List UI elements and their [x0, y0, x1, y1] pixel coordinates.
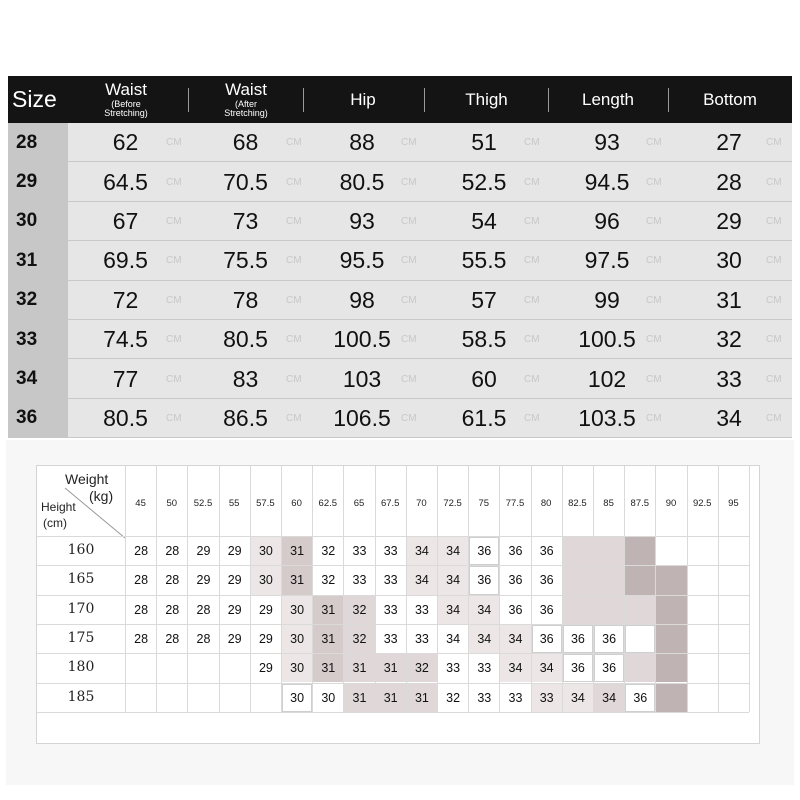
unit-label: CM [524, 412, 540, 424]
size-cell: 34 [438, 566, 468, 594]
size-value: 93 [349, 207, 375, 234]
size-cell: 36 [563, 625, 593, 653]
header-size: Size [12, 86, 57, 112]
size-cell: 34 [446, 632, 461, 647]
size-cell: 34 [438, 596, 468, 624]
size-value: 64.5 [103, 168, 148, 195]
size-cell [719, 566, 749, 594]
grid-line [37, 712, 749, 713]
size-value: 75.5 [223, 247, 268, 274]
size-cell: 34 [563, 684, 593, 712]
size-value: 57 [471, 286, 497, 313]
height-unit: (cm) [43, 516, 67, 530]
weight-unit: (kg) [89, 488, 114, 504]
unit-label: CM [166, 334, 182, 346]
size-value: 30 [716, 247, 742, 274]
weight-tick: 92.5 [692, 498, 712, 509]
size-value: 86.5 [223, 404, 268, 431]
size-value: 100.5 [333, 326, 391, 353]
size-cell [656, 654, 686, 682]
unit-label: CM [166, 373, 182, 385]
size-cell [594, 537, 624, 565]
grid-line [37, 683, 749, 684]
weight-tick: 62.5 [318, 498, 338, 509]
unit-label: CM [401, 373, 417, 385]
size-cell [563, 537, 593, 565]
size-cell: 29 [227, 602, 242, 617]
size-value: 74.5 [103, 326, 148, 353]
size-row [8, 320, 792, 359]
size-cell: 31 [313, 654, 343, 682]
size-cell [594, 596, 624, 624]
unit-label: CM [401, 334, 417, 346]
size-cell [625, 625, 655, 653]
size-cell [625, 537, 655, 565]
size-cell: 36 [469, 537, 499, 565]
size-row [8, 359, 792, 398]
unit-label: CM [286, 176, 302, 188]
unit-label: CM [524, 215, 540, 227]
size-value: 31 [716, 286, 742, 313]
size-cell [157, 654, 187, 682]
size-cell [625, 596, 655, 624]
weight-tick: 70 [416, 498, 427, 509]
header-waist-before-sub: (Before Stretching) [104, 98, 148, 118]
size-cell: 36 [508, 602, 523, 617]
size-cell: 31 [313, 625, 343, 653]
unit-label: CM [646, 137, 662, 149]
size-value: 68 [232, 129, 259, 156]
size-cell: 33 [383, 573, 398, 588]
size-value: 54 [471, 207, 497, 234]
size-cell: 28 [165, 632, 180, 647]
size-value: 77 [112, 365, 139, 392]
size-cell: 31 [376, 684, 406, 712]
size-row [8, 162, 792, 201]
size-cell: 30 [251, 537, 281, 565]
size-cell: 33 [383, 632, 398, 647]
size-cell [688, 684, 718, 712]
grid-line [37, 536, 749, 537]
size-value: 103 [342, 365, 382, 392]
unit-label: CM [766, 176, 782, 188]
size-value: 34 [716, 404, 742, 431]
size-label: 30 [8, 202, 68, 241]
unit-label: CM [646, 255, 662, 267]
weight-tick: 67.5 [380, 498, 400, 509]
weight-tick: 90 [665, 498, 677, 509]
size-cell: 30 [282, 596, 312, 624]
size-cell: 30 [251, 566, 281, 594]
height-tick: 165 [67, 571, 95, 588]
unit-label: CM [401, 176, 417, 188]
size-value: 69.5 [103, 247, 148, 274]
size-row [8, 123, 792, 162]
size-cell: 28 [134, 573, 149, 588]
unit-label: CM [766, 294, 782, 306]
weight-tick: 82.5 [568, 498, 587, 509]
height-tick: 175 [67, 629, 95, 646]
height-tick: 185 [67, 688, 95, 705]
size-cell: 36 [539, 602, 554, 617]
size-cell: 34 [532, 654, 562, 682]
size-value: 32 [716, 326, 742, 353]
size-cell [220, 654, 250, 682]
size-value: 100.5 [578, 326, 636, 353]
size-cell: 33 [414, 632, 429, 647]
size-cell: 33 [352, 544, 367, 559]
size-cell: 29 [196, 544, 211, 559]
height-tick: 180 [67, 659, 95, 676]
size-cell: 31 [344, 654, 374, 682]
size-cell: 36 [532, 625, 562, 653]
unit-label: CM [766, 412, 782, 424]
unit-label: CM [286, 294, 302, 306]
size-row [8, 202, 792, 241]
size-label: 32 [8, 281, 68, 320]
unit-label: CM [524, 137, 540, 149]
size-cell: 30 [282, 684, 312, 712]
unit-label: CM [646, 215, 662, 227]
unit-label: CM [646, 373, 662, 385]
size-value: 51 [471, 129, 497, 156]
size-cell: 28 [165, 573, 180, 588]
unit-label: CM [524, 373, 540, 385]
size-cell: 32 [344, 625, 374, 653]
size-cell: 34 [594, 684, 624, 712]
size-cell: 32 [407, 654, 437, 682]
unit-label: CM [646, 176, 662, 188]
size-label: 34 [8, 359, 68, 398]
size-value: 62 [112, 129, 139, 156]
size-cell: 29 [227, 544, 242, 559]
size-value: 96 [594, 207, 620, 234]
size-value: 88 [349, 129, 375, 156]
weight-tick: 57.5 [256, 498, 275, 509]
size-value: 93 [594, 129, 620, 156]
size-value: 80.5 [223, 326, 268, 353]
unit-label: CM [401, 412, 417, 424]
unit-label: CM [524, 334, 540, 346]
size-cell: 29 [258, 602, 273, 617]
size-cell: 28 [134, 602, 149, 617]
unit-label: CM [166, 215, 182, 227]
size-cell [656, 537, 686, 565]
grid-line [37, 595, 749, 596]
size-cell: 36 [469, 566, 499, 594]
size-cell: 34 [500, 625, 530, 653]
size-cell [656, 625, 686, 653]
header-waist-after-main: Waist [225, 79, 267, 99]
unit-label: CM [286, 255, 302, 267]
size-cell [656, 596, 686, 624]
unit-label: CM [166, 255, 182, 267]
header-waist-after [186, 76, 306, 123]
size-cell [688, 596, 718, 624]
unit-label: CM [286, 373, 302, 385]
size-cell: 30 [321, 690, 336, 705]
size-cell [188, 684, 218, 712]
row-divider [68, 437, 792, 438]
size-value: 103.5 [578, 404, 636, 431]
size-value: 80.5 [339, 168, 385, 195]
size-cell: 33 [352, 573, 367, 588]
size-cell [719, 596, 749, 624]
size-table-body [8, 123, 792, 438]
size-cell: 33 [414, 602, 429, 617]
size-value: 78 [232, 286, 259, 313]
size-cell [126, 684, 156, 712]
size-cell: 31 [344, 684, 374, 712]
size-value: 58.5 [461, 326, 507, 353]
size-cell: 31 [376, 654, 406, 682]
size-value: 61.5 [461, 404, 507, 431]
size-cell: 33 [477, 690, 492, 705]
size-cell: 34 [407, 537, 437, 565]
size-cell [563, 596, 593, 624]
weight-tick: 87.5 [630, 498, 650, 509]
weight-height-chart [36, 465, 760, 744]
weight-label: Weight [65, 471, 109, 487]
size-cell [688, 537, 718, 565]
size-value: 98 [349, 286, 375, 313]
size-cell: 32 [321, 573, 336, 588]
unit-label: CM [166, 294, 182, 306]
weight-tick: 55 [228, 498, 240, 509]
weight-tick: 95 [728, 498, 739, 509]
height-tick: 170 [67, 600, 95, 617]
size-label: 33 [8, 320, 68, 359]
size-cell: 36 [563, 654, 593, 682]
size-cell [625, 654, 655, 682]
size-cell: 28 [196, 602, 211, 617]
size-cell: 29 [227, 573, 242, 588]
size-cell: 29 [196, 573, 211, 588]
size-cell: 32 [446, 690, 461, 705]
unit-label: CM [286, 334, 302, 346]
weight-tick: 45 [135, 498, 146, 509]
size-cell: 28 [165, 602, 180, 617]
size-cell: 34 [407, 566, 437, 594]
grid-line [37, 653, 749, 654]
size-table [8, 76, 792, 438]
size-value: 28 [716, 168, 742, 195]
size-cell: 28 [134, 544, 149, 559]
unit-label: CM [524, 176, 540, 188]
size-cell: 36 [539, 573, 554, 588]
size-cell: 36 [594, 625, 624, 653]
size-cell [126, 654, 156, 682]
size-cell [188, 654, 218, 682]
size-cell: 36 [539, 544, 554, 559]
unit-label: CM [166, 137, 182, 149]
weight-tick: 75 [478, 498, 490, 509]
weight-tick: 50 [166, 498, 178, 509]
size-cell: 34 [469, 596, 499, 624]
unit-label: CM [766, 373, 782, 385]
size-cell [719, 684, 749, 712]
header-bottom: Bottom [703, 90, 757, 109]
size-table-header [8, 76, 792, 123]
size-cell: 29 [258, 661, 273, 676]
size-cell: 30 [282, 625, 312, 653]
size-label: 28 [8, 123, 68, 162]
size-cell [157, 684, 187, 712]
weight-tick: 60 [291, 498, 302, 509]
size-value: 73 [232, 207, 259, 234]
header-waist-before-main: Waist [105, 79, 147, 99]
size-cell [594, 566, 624, 594]
size-cell: 30 [282, 654, 312, 682]
unit-label: CM [524, 255, 540, 267]
size-value: 95.5 [339, 247, 385, 274]
unit-label: CM [646, 412, 662, 424]
size-value: 33 [716, 365, 742, 392]
size-cell [220, 684, 250, 712]
size-value: 60 [471, 365, 497, 392]
height-label: Height [41, 500, 76, 514]
size-cell: 33 [532, 684, 562, 712]
size-cell: 31 [407, 684, 437, 712]
grid-line [37, 624, 749, 625]
size-value: 99 [594, 286, 620, 313]
unit-label: CM [646, 294, 662, 306]
size-cell [251, 684, 281, 712]
size-cell: 31 [282, 566, 312, 594]
size-cell: 36 [625, 684, 655, 712]
unit-label: CM [166, 412, 182, 424]
size-cell: 33 [477, 661, 492, 676]
size-cell: 33 [446, 661, 461, 676]
header-waist-after-sub: (After Stretching) [224, 98, 268, 118]
size-row [8, 399, 792, 438]
header-length: Length [582, 90, 634, 109]
size-value: 94.5 [584, 168, 630, 195]
size-cell: 33 [383, 544, 398, 559]
weight-tick: 65 [353, 498, 365, 509]
size-row [8, 241, 792, 280]
unit-label: CM [646, 334, 662, 346]
unit-label: CM [286, 215, 302, 227]
size-value: 80.5 [103, 404, 148, 431]
size-cell [719, 537, 749, 565]
size-value: 97.5 [584, 247, 630, 274]
weight-tick: 85 [603, 498, 614, 509]
size-cell: 31 [282, 537, 312, 565]
unit-label: CM [401, 137, 417, 149]
size-cell [625, 566, 655, 594]
unit-label: CM [286, 137, 302, 149]
size-cell: 34 [500, 654, 530, 682]
weight-tick: 77.5 [505, 498, 525, 509]
size-cell: 33 [383, 602, 398, 617]
size-cell: 36 [508, 544, 523, 559]
unit-label: CM [166, 176, 182, 188]
size-cell: 34 [469, 625, 499, 653]
size-value: 83 [232, 365, 259, 392]
size-cell: 29 [258, 632, 273, 647]
size-value: 67 [112, 207, 139, 234]
size-cell: 34 [438, 537, 468, 565]
size-cell [688, 566, 718, 594]
header-waist-before [66, 76, 186, 123]
size-cell: 33 [508, 690, 523, 705]
grid-line [749, 466, 750, 712]
unit-label: CM [401, 215, 417, 227]
size-cell: 36 [594, 654, 624, 682]
height-tick: 160 [67, 542, 95, 558]
size-row [8, 281, 792, 320]
unit-label: CM [766, 215, 782, 227]
size-cell [688, 654, 718, 682]
size-cell [688, 625, 718, 653]
size-value: 106.5 [333, 404, 391, 431]
weight-tick: 52.5 [193, 498, 213, 509]
unit-label: CM [766, 137, 782, 149]
size-cell [656, 566, 686, 594]
unit-label: CM [766, 334, 782, 346]
size-cell: 36 [508, 573, 523, 588]
header-thigh: Thigh [465, 90, 508, 109]
size-label: 36 [8, 399, 68, 438]
grid-line [37, 565, 749, 566]
unit-label: CM [401, 294, 417, 306]
weight-tick: 72.5 [443, 498, 462, 509]
size-value: 55.5 [461, 247, 507, 274]
weight-tick: 80 [540, 498, 552, 509]
size-cell: 29 [227, 632, 242, 647]
size-label: 31 [8, 241, 68, 280]
size-value: 102 [587, 365, 627, 392]
weight-height-chart-panel [6, 440, 794, 785]
unit-label: CM [524, 294, 540, 306]
size-cell: 28 [165, 544, 180, 559]
size-cell: 31 [313, 596, 343, 624]
size-cell [563, 566, 593, 594]
unit-label: CM [766, 255, 782, 267]
size-value: 29 [716, 207, 742, 234]
size-cell [656, 684, 686, 712]
header-hip: Hip [350, 90, 376, 109]
size-cell: 28 [196, 632, 211, 647]
unit-label: CM [401, 255, 417, 267]
size-cell [719, 625, 749, 653]
size-cell: 32 [321, 544, 336, 559]
size-cell: 28 [134, 632, 149, 647]
size-cell: 32 [344, 596, 374, 624]
size-cell [719, 654, 749, 682]
size-value: 72 [112, 286, 139, 313]
header-diagonal-line [37, 466, 127, 541]
size-label: 29 [8, 162, 68, 201]
unit-label: CM [286, 412, 302, 424]
size-value: 27 [716, 129, 742, 156]
size-value: 70.5 [223, 168, 268, 195]
size-value: 52.5 [461, 168, 507, 195]
